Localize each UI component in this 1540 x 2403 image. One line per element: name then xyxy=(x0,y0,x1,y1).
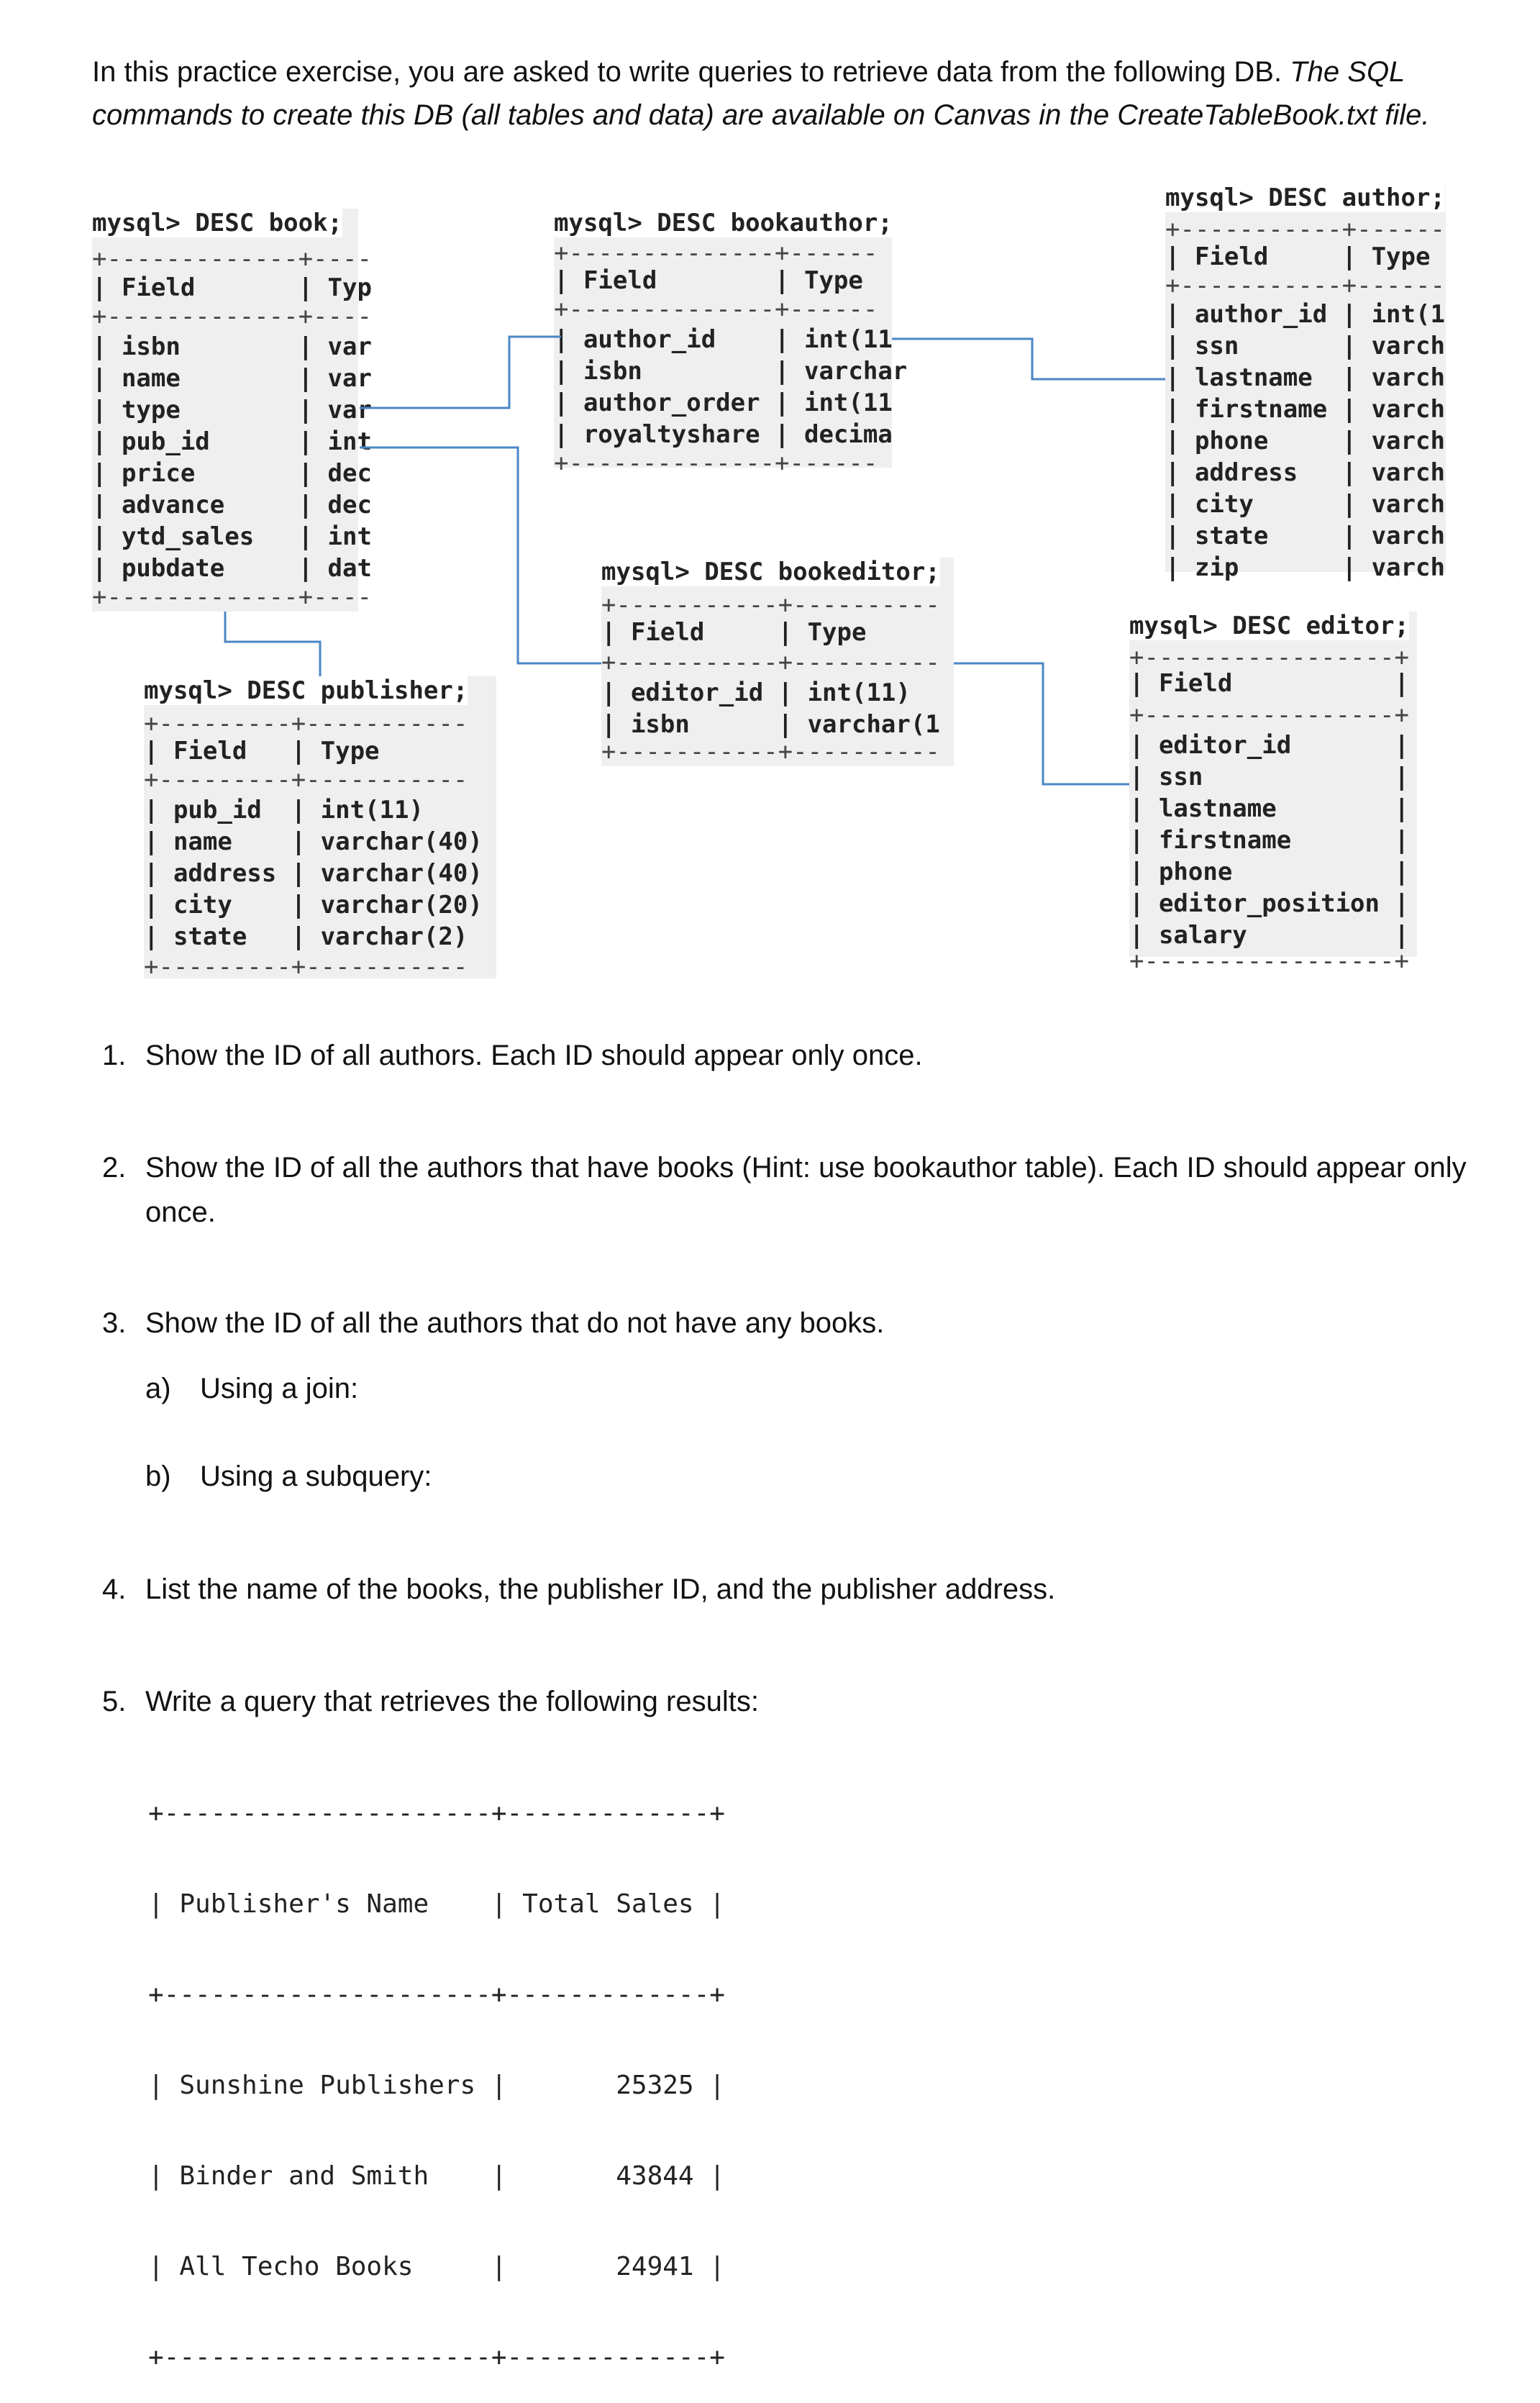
question-number: 4. xyxy=(102,1573,127,1605)
table-row: | isbn | var xyxy=(92,332,372,361)
result-border: +---------------------+-------------+ xyxy=(148,2343,725,2372)
table-command: mysql> DESC book; xyxy=(92,209,342,237)
subquestion-number: b) xyxy=(145,1461,171,1492)
result-row: | All Techo Books | 24941 | xyxy=(148,2252,725,2281)
result-border: +---------------------+-------------+ xyxy=(148,1980,725,2009)
table-row: | address | varch xyxy=(1165,458,1445,487)
table-row: | city | varch xyxy=(1165,490,1445,519)
table-row: | firstname | varch xyxy=(1165,395,1445,424)
table-separator: +---------+----------- xyxy=(144,709,468,738)
table-row: | pub_id | int(11) xyxy=(144,796,424,825)
link-bookauthor-author xyxy=(892,339,1165,379)
table-row: | phone | varch xyxy=(1165,427,1445,455)
table-row: | isbn | varchar(1 xyxy=(601,710,940,739)
question-text: Write a query that retrieves the following results: xyxy=(145,1686,759,1717)
table-header: | Field | Type xyxy=(1165,242,1431,271)
question-number: 5. xyxy=(102,1686,127,1717)
result-header: | Publisher's Name | Total Sales | xyxy=(148,1889,725,1919)
link-book-bookauthor xyxy=(360,337,561,408)
table-row: | royaltyshare | decima xyxy=(554,420,893,449)
question-1 xyxy=(102,1033,1469,1078)
intro-italic: The SQL commands to create this DB (all tables and data) are available on Canvas in the CreateTableBook.txt file. xyxy=(92,56,1430,131)
table-row: | name | var xyxy=(92,364,372,393)
table-row: | editor_id | xyxy=(1129,731,1409,760)
question-text: List the name of the books, the publisher ID, and the publisher address. xyxy=(145,1573,1056,1605)
result-table xyxy=(148,1738,725,2403)
table-row: | author_id | int(1 xyxy=(1165,300,1445,329)
table-row: | state | varch xyxy=(1165,522,1445,550)
table-command: mysql> DESC bookauthor; xyxy=(554,209,893,237)
table-separator: +-----------+------ xyxy=(1165,215,1445,244)
table-row: | ytd_sales | int xyxy=(92,522,372,551)
table-command: mysql> DESC editor; xyxy=(1129,612,1409,640)
question-3a xyxy=(145,1373,358,1405)
table-header: | Field | Type xyxy=(554,266,863,295)
table-header: | Field | Type xyxy=(601,618,867,647)
subquestion-text: Using a join: xyxy=(200,1373,359,1404)
subquestion-text: Using a subquery: xyxy=(200,1461,432,1492)
table-row: | phone | xyxy=(1129,858,1409,886)
question-4 xyxy=(102,1567,1469,1612)
table-row: | ssn | xyxy=(1129,763,1409,791)
table-separator: +---------+----------- xyxy=(144,766,468,794)
subquestion-number: a) xyxy=(145,1373,171,1404)
table-row: | isbn | varchar xyxy=(554,357,908,386)
table-separator: +--------------+------ xyxy=(554,449,878,478)
table-separator: +-----------+---------- xyxy=(601,737,940,766)
table-row: | state | varchar(2) xyxy=(144,922,468,951)
table-separator: +-----------------+ xyxy=(1129,947,1409,976)
table-row: | salary | xyxy=(1129,921,1409,950)
table-separator: +-----------+---------- xyxy=(601,648,940,677)
question-text: Show the ID of all the authors that have books (Hint: use bookauthor table). Each ID should appear only once. xyxy=(145,1152,1467,1228)
link-book-publisher xyxy=(225,612,320,676)
table-separator: +-------------+---- xyxy=(92,583,372,612)
table-row: | zip | varch xyxy=(1165,553,1445,582)
question-number: 1. xyxy=(102,1040,127,1071)
question-number: 3. xyxy=(102,1307,127,1339)
link-bookeditor-editor xyxy=(954,663,1129,784)
table-header: | Field | Typ xyxy=(92,273,372,302)
table-header: | Field | Type xyxy=(144,737,380,766)
table-row: | address | varchar(40) xyxy=(144,859,483,888)
table-separator: +--------------+------ xyxy=(554,239,878,268)
link-book-bookeditor xyxy=(360,448,601,663)
question-number: 2. xyxy=(102,1152,127,1184)
question-3b xyxy=(145,1461,432,1493)
table-separator: +-----------------+ xyxy=(1129,701,1409,730)
table-separator: +-------------+---- xyxy=(92,302,372,331)
table-command: mysql> DESC bookeditor; xyxy=(601,558,940,586)
table-separator: +--------------+------ xyxy=(554,295,878,324)
table-row: | type | var xyxy=(92,396,372,424)
table-row: | firstname | xyxy=(1129,826,1409,855)
intro-plain: In this practice exercise, you are asked to write queries to retrieve data from the following DB. xyxy=(92,56,1290,88)
result-row: | Sunshine Publishers | 25325 | xyxy=(148,2071,725,2100)
question-text: Show the ID of all the authors that do not have any books. xyxy=(145,1307,885,1339)
table-row: | pub_id | int xyxy=(92,427,372,456)
table-separator: +-----------------+ xyxy=(1129,643,1409,672)
table-row: | pubdate | dat xyxy=(92,554,372,583)
table-separator: +-----------+------ xyxy=(1165,271,1445,300)
question-2 xyxy=(102,1145,1526,1235)
question-3 xyxy=(102,1301,1469,1345)
table-row: | author_order | int(11 xyxy=(554,389,893,417)
table-row: | city | varchar(20) xyxy=(144,891,483,919)
table-command: mysql> DESC publisher; xyxy=(144,676,468,705)
question-text: Show the ID of all authors. Each ID should appear only once. xyxy=(145,1040,923,1071)
table-row: | lastname | varch xyxy=(1165,363,1445,392)
table-separator: +-----------+---------- xyxy=(601,591,940,619)
question-5 xyxy=(102,1679,1469,1724)
table-row: | author_id | int(11 xyxy=(554,325,893,354)
table-separator: +-------------+---- xyxy=(92,245,372,273)
table-row: | advance | dec xyxy=(92,491,372,519)
table-row: | lastname | xyxy=(1129,794,1409,823)
table-row: | name | varchar(40) xyxy=(144,827,483,856)
table-separator: +---------+----------- xyxy=(144,953,468,981)
table-row: | editor_id | int(11) xyxy=(601,678,911,707)
table-command: mysql> DESC author; xyxy=(1165,183,1445,212)
table-row: | editor_position | xyxy=(1129,889,1409,918)
table-row: | price | dec xyxy=(92,459,372,488)
table-row: | ssn | varch xyxy=(1165,332,1445,360)
table-header: | Field | xyxy=(1129,669,1409,698)
result-border: +---------------------+-------------+ xyxy=(148,1799,725,1828)
result-row: | Binder and Smith | 43844 | xyxy=(148,2161,725,2191)
